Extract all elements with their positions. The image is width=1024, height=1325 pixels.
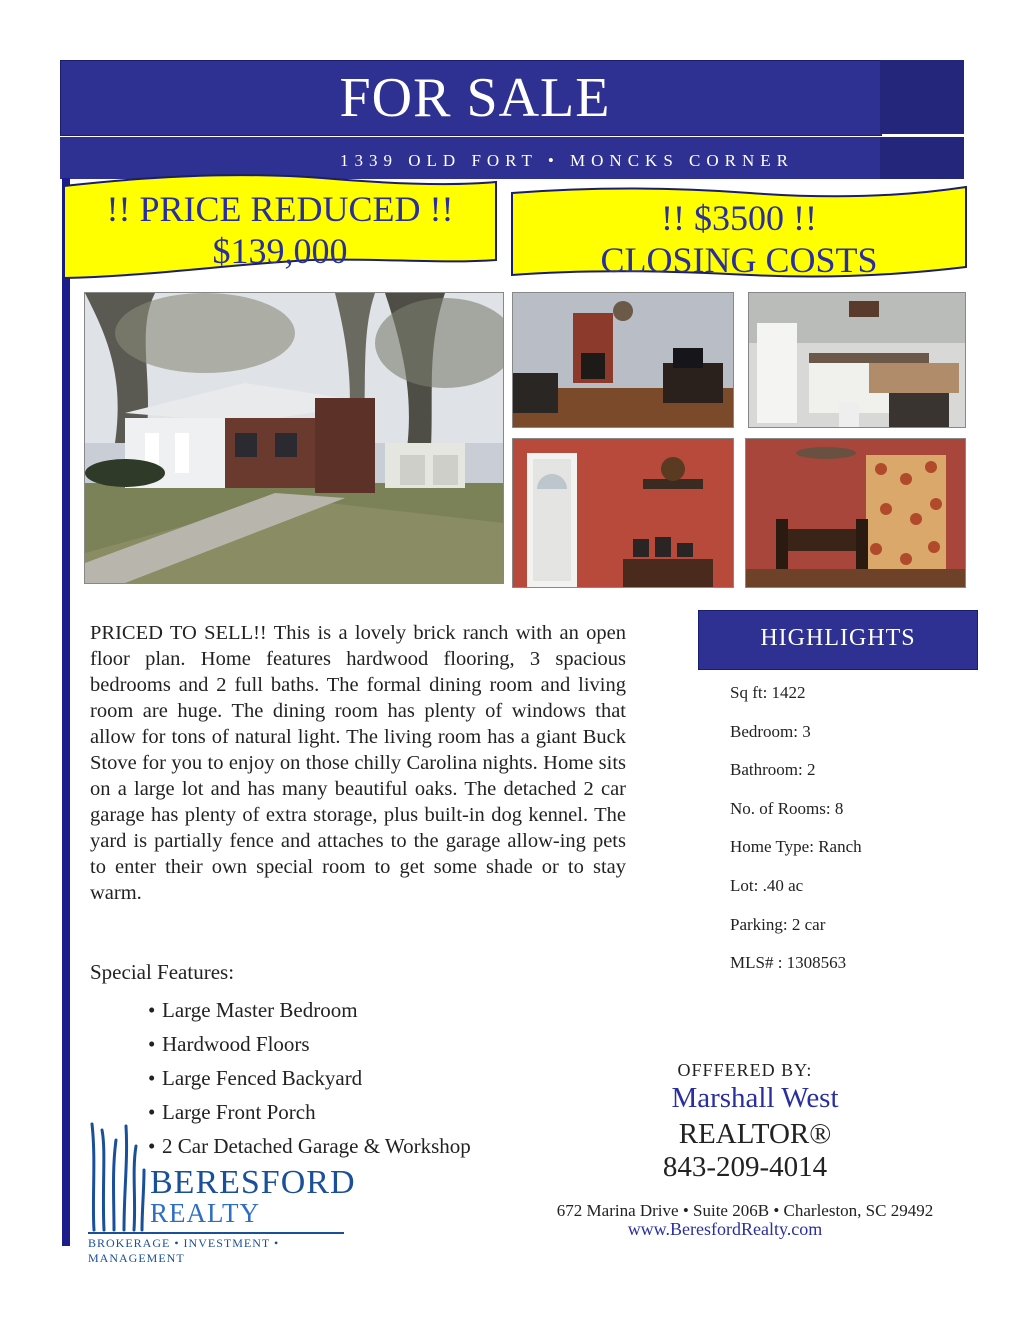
list-item: • Hardwood Floors (148, 1032, 310, 1056)
living-room-photo (512, 292, 734, 428)
closing-costs-label: CLOSING COSTS (600, 240, 878, 280)
price-reduced-banner (62, 172, 498, 282)
agent-phone[interactable]: 843-209-4014 (662, 1151, 828, 1183)
closing-costs-banner (510, 183, 968, 283)
logo-sub-text: REALTY (150, 1198, 261, 1228)
highlight-item: Sq ft: 1422 (730, 683, 806, 702)
bullet-icon: • (148, 1066, 156, 1090)
kitchen-photo (748, 292, 966, 428)
logo-tagline: BROKERAGE • INVESTMENT • MANAGEMENT (88, 1236, 280, 1265)
page-title: FOR SALE (339, 67, 611, 129)
website-link[interactable]: www.BeresfordRealty.com (627, 1219, 823, 1239)
highlight-item: MLS# : 1308563 (730, 953, 847, 973)
list-item: • Large Fenced Backyard (148, 1066, 363, 1090)
logo-divider (88, 1232, 344, 1234)
highlight-item: No. of Rooms: 8 (730, 798, 844, 818)
highlights-title: HIGHLIGHTS (760, 625, 916, 651)
dining-room-photo (745, 438, 966, 588)
offered-by-label: OFFFERED BY: (677, 1060, 813, 1080)
left-accent-bar (62, 178, 70, 1246)
bullet-icon: • (148, 1032, 156, 1056)
highlight-item: Lot: .40 ac (730, 875, 804, 895)
highlight-item: Bathroom: 2 (730, 760, 816, 780)
agent-title: REALTOR® (678, 1118, 832, 1150)
property-address: 1339 OLD FORT • MONCKS CORNER (340, 151, 794, 170)
highlight-item: Parking: 2 car (730, 914, 826, 934)
price-reduced-text (62, 188, 498, 272)
list-item: • 2 Car Detached Garage & Workshop (148, 1134, 471, 1158)
header-accent (880, 60, 964, 134)
bullet-icon: • (148, 1100, 156, 1124)
special-features-title: Special Features: (90, 960, 235, 984)
highlight-item: Home Type: Ranch (730, 837, 862, 857)
entry-door-photo (512, 438, 734, 588)
agent-name: Marshall West (671, 1082, 839, 1114)
price-reduced-headline: !! PRICE REDUCED !! (106, 189, 454, 229)
bullet-icon: • (148, 998, 156, 1022)
office-address: 672 Marina Drive • Suite 206B • Charleston, SC 29492 (556, 1201, 934, 1220)
logo-brand-text: BERESFORD (150, 1164, 356, 1201)
highlights-header (698, 610, 978, 670)
bullet-icon: • (148, 1134, 156, 1158)
beresford-realty-logo (86, 1120, 356, 1265)
list-item: • Large Master Bedroom (148, 998, 358, 1022)
reeds-icon (86, 1120, 150, 1232)
house-exterior-photo (84, 292, 504, 584)
list-item: • Large Front Porch (148, 1100, 316, 1124)
closing-costs-text (510, 197, 968, 281)
property-description: PRICED TO SELL!! This is a lovely brick ranch with an open floor plan. Home features hardwood flooring, 3 spacious bedrooms and 2 full baths. The formal dining room and living room are huge. The dining room has plenty of windows that allow for tons of natural light. The living room has a giant Buck Stove for you to enjoy on those chilly Carolina nights. Home sits on a large lot and has many beautiful oaks. The detached 2 car garage has plenty of extra storage, plus built-in dog kennel. The yard is partially fence and attaches to the garage allow-ing pets to enter their own special room to get some shade or to stay warm. (90, 622, 626, 904)
closing-costs-amount: !! $3500 !! (661, 198, 817, 238)
highlights-list (730, 683, 862, 992)
price-value: $139,000 (212, 231, 348, 271)
highlight-item: Bedroom: 3 (730, 721, 811, 741)
